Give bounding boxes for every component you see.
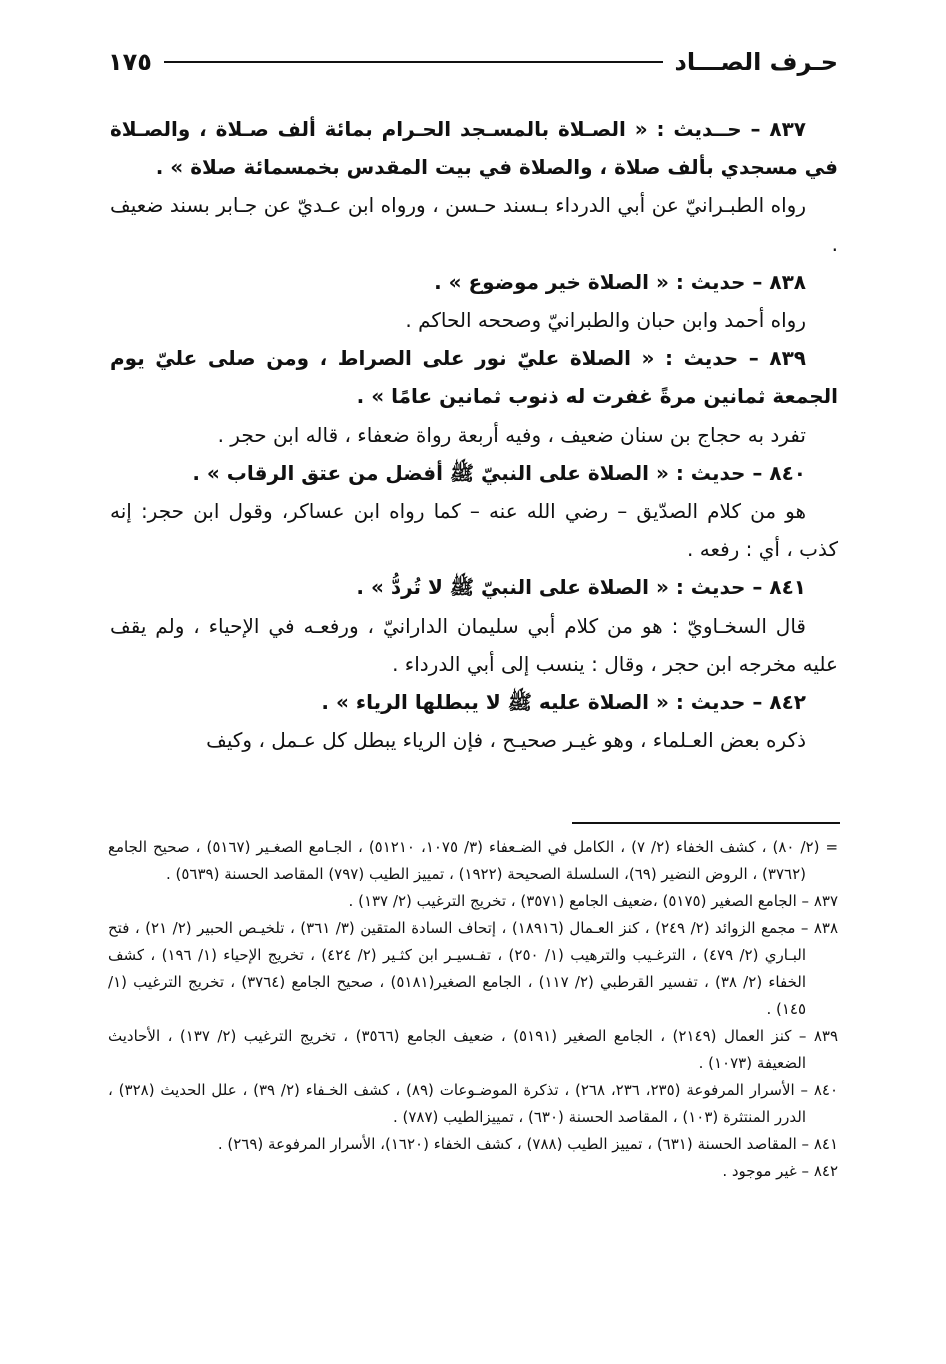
footnote: ٨٤٠ – الأسرار المرفوعة (٢٣٥، ٢٣٦، ٢٦٨) ، تذكرة الموضـوعات (٨٩) ، كشف الخـفاء (٢/ ٣٩) ، علل الحديث (٣٢٨) ، الدرر المنتثرة (١٠٣) ، المقاصد الحسنة (٦٣٠) ، تمييزالطيب (٧٨٧) . [108,1081,839,1126]
footnote: ٨٣٧ – الجامع الصغير (٥١٧٥) ،ضعيف الجامع (٣٥٧١) ، تخريج الترغيب (٢/ ١٣٧) . [348,892,838,910]
hadith-commentary: ذكره بعض العـلماء ، وهو غيـر صحيـح ، فإن الرياء يبطل كل عـمل ، وكيف [206,728,806,753]
page-header [108,42,838,82]
footnote-separator [572,822,840,824]
hadith-commentary: رواه الطبـرانيّ عن أبي الدرداء بـسند حـسن ، ورواه ابن عـديّ عن جـابر بسند ضعيف . [110,193,838,256]
footnote: ٨٣٨ – مجمع الزوائد (٢/ ٢٤٩) ، كنز العـمال (١٨٩١٦) ، إتحاف السادة المتقين (٣/ ٣٦١) ، تلخيـص الحبير (٢/ ٢١) ، فتح البـاري (٢/ ٤٧٩) ، الترغـيب والترهيب (١/ ٢٥٠) ، تفـسيـر ابن كثـير (٢/ ٤٢٤) ، تخريج الإحياء (١/ ١٩٦) ، كشف الخفاء (٢/ ٣٨) ، تفسير القرطبي (٢/ ١١٧) ، الجامع الصغير(٥١٨١) ، صحيح الجامع (٣٧٦٤) ، تخريج الترغيب (١/ ١٤٥) . [108,919,839,1018]
hadith-title: ٨٣٩ – حديث : « الصلاة عليّ نور على الصراط ، ومن صلى عليّ يوم الجمعة ثمانين مرةً غفرت له ذنوب ثمانين عامًا » . [110,346,838,409]
footnote: ٨٤٢ – غير موجود . [722,1162,838,1180]
footnote: = (٢/ ٨٠) ، كشف الخفاء (٢/ ٧) ، الكامل في الضـعفاء (٣/ ١٠٧٥، ٥١٢١٠) ، الجـامع الصغـير (٥١٦٧) ، صحيح الجامع (٣٧٦٢) ، الروض النضير (٦٩)، السلسلة الصحيحة (١٩٢٢) ، تمييز الطيب (٧٩٧) المقاصد الحسنة (٥٦٣٩) . [108,838,839,883]
running-title: حـرف الصـــاد [674,48,838,76]
hadith-title: ٨٤١ – حديث : « الصلاة على النبيّ ﷺ لا تُردُّ » . [356,575,806,600]
hadith-commentary: قال السخـاويّ : هو من كلام أبي سليمان الدارانيّ ، ورفعـه في الإحياء ، ولم يقف عليه مخرجه ابن حجر ، وقال : ينسب إلى أبي الدرداء . [110,613,838,676]
hadith-title: ٨٤٢ – حديث : « الصلاة عليه ﷺ لا يبطلها الرياء » . [321,690,806,715]
hadith-title: ٨٤٠ – حديث : « الصلاة على النبيّ ﷺ أفضل من عتق الرقاب » . [192,460,806,485]
hadith-title: ٨٣٧ – حــديث : « الصـلاة بالمسـجد الحـرام بمائة ألف صـلاة ، والصـلاة في مسجدي بألف صلاة ، والصلاة في بيت المقدس بخمسمائة صلاة » . [110,117,838,180]
header-rule [164,61,663,63]
footnote: ٨٣٩ – كنز العمال (٢١٤٩) ، الجامع الصغير (٥١٩١) ، ضعيف الجامع (٣٥٦٦) ، تخريج الترغيب (٢/ ١٣٧) ، الأحاديث الضعيفة (١٠٧٣) . [108,1027,839,1072]
page-number: ١٧٥ [108,48,152,76]
hadith-title: ٨٣٨ – حديث : « الصلاة خير موضوع » . [434,269,806,294]
footnote: ٨٤١ – المقاصد الحسنة (٦٣١) ، تمييز الطيب (٧٨٨) ، كشف الخفاء (١٦٢٠)، الأسرار المرفوعة (٢٦٩) . [217,1135,838,1153]
hadith-commentary: رواه أحمد وابن حبان والطبرانيّ وصححه الحاكم . [405,308,806,333]
hadith-commentary: تفرد به حجاج بن سنان ضعيف ، وفيه أربعة رواة ضعفاء ، قاله ابن حجر . [217,422,806,447]
footnotes [108,834,838,1185]
main-text [110,110,838,759]
hadith-commentary: هو من كلام الصدّيق – رضي الله عنه – كما رواه ابن عساكر، وقول ابن حجر: إنه كذب ، أي : رفعه . [110,499,838,562]
